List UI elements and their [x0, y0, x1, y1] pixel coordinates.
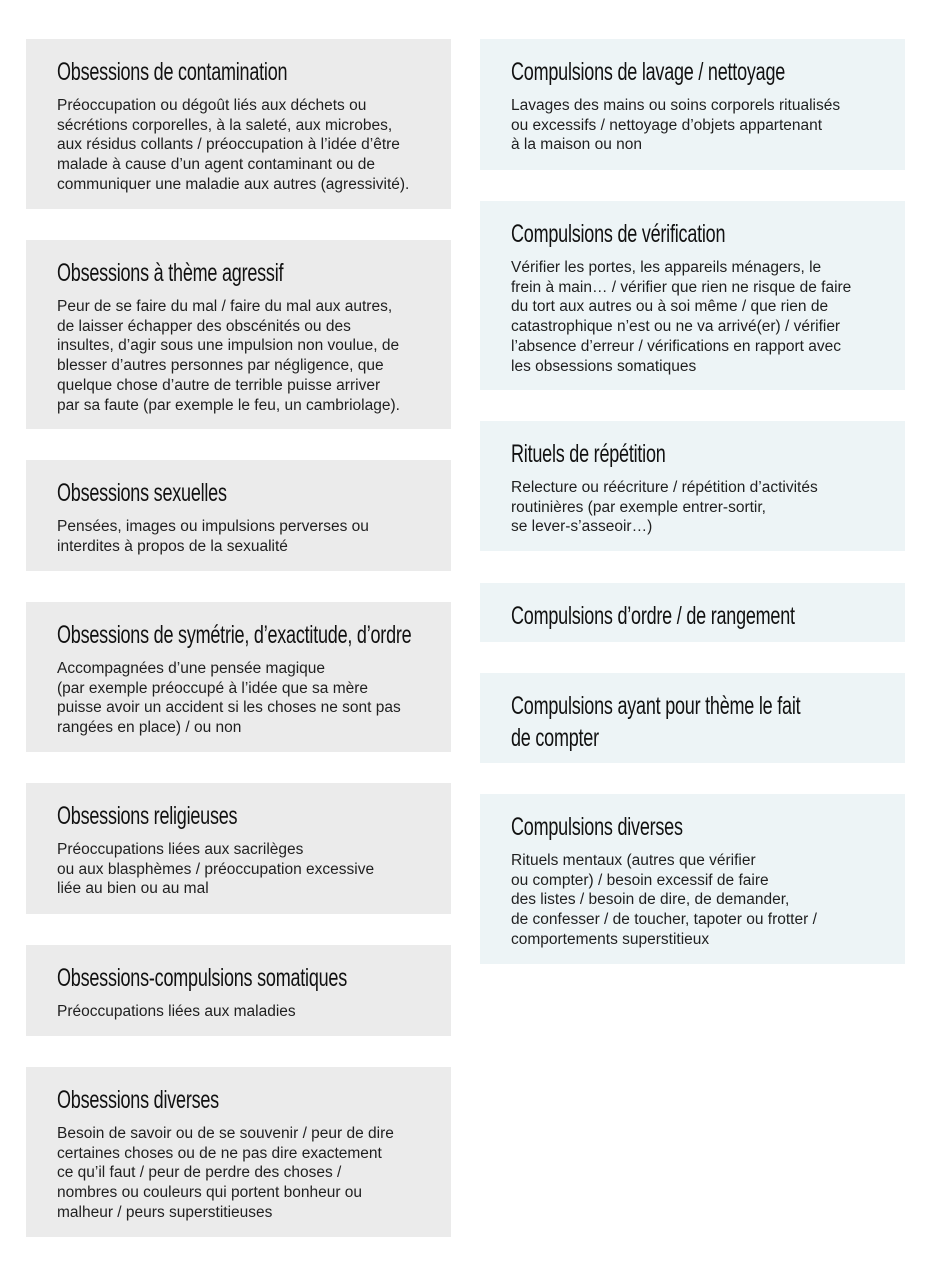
card-title: Compulsions de vérification	[511, 220, 726, 248]
card-compulsions-verification	[480, 201, 905, 390]
card-description: Préoccupation ou dégoût liés aux déchets ou sécrétions corporelles, à la saleté, aux microbes, aux résidus collants / préoccupation à l’idée d’être malade à cause d’un agent contaminant ou de communiquer une maladie aux autres (agressivité).	[57, 97, 410, 193]
card-compulsions-lavage	[480, 39, 905, 170]
card-title: Obsessions de symétrie, d’exactitude, d’ordre	[57, 621, 412, 649]
card-description: Accompagnées d’une pensée magique (par exemple préoccupé à l’idée que sa mère puisse avoir un accident si les choses ne sont pas rangées en place) / ou non	[57, 660, 401, 737]
card-title: Compulsions de lavage / nettoyage	[511, 58, 786, 86]
card-description: Relecture ou réécriture / répétition d’activités routinières (par exemple entrer-sortir, se lever-s’asseoir…)	[511, 479, 818, 536]
card-obsessions-religieuses	[26, 783, 451, 914]
card-description: Lavages des mains ou soins corporels ritualisés ou excessifs / nettoyage d’objets appartenant à la maison ou non	[511, 97, 841, 154]
card-title: Obsessions de contamination	[57, 58, 288, 86]
card-rituels-repetition	[480, 421, 905, 551]
card-obsessions-contamination	[26, 39, 451, 209]
card-obsessions-somatiques	[26, 945, 451, 1036]
card-title: Obsessions sexuelles	[57, 479, 227, 507]
card-obsessions-agressif	[26, 240, 451, 429]
card-title: Compulsions d’ordre / de rangement	[511, 602, 795, 630]
card-title: Compulsions diverses	[511, 813, 683, 841]
card-description: Vérifier les portes, les appareils ménagers, le frein à main… / vérifier que rien ne risque de faire du tort aux autres ou à soi même / que rien de catastrophique n’est ou ne va arrivé(er) / vérifier l’absence d’erreur / vérifications en rapport avec les obsessions somatiques	[511, 259, 852, 375]
card-title: Obsessions-compulsions somatiques	[57, 964, 348, 992]
card-description: Peur de se faire du mal / faire du mal aux autres, de laisser échapper des obscénités ou des insultes, d’agir sous une impulsion non voulue, de blesser d’autres personnes par négligence, que quelque chose d’autre de terrible puisse arriver par sa faute (par exemple le feu, un cambriolage).	[57, 298, 400, 414]
card-obsessions-diverses	[26, 1067, 451, 1237]
card-title: Obsessions diverses	[57, 1086, 219, 1114]
card-description: Rituels mentaux (autres que vérifier ou compter) / besoin excessif de faire des listes / besoin de dire, de demander, de confesser / de toucher, tapoter ou frotter / comportements superstitieux	[511, 852, 817, 948]
card-description: Préoccupations liées aux sacrilèges ou aux blasphèmes / préoccupation excessive liée au bien ou au mal	[57, 841, 375, 898]
card-compulsions-diverses	[480, 794, 905, 964]
card-obsessions-symetrie	[26, 602, 451, 752]
card-obsessions-sexuelles	[26, 460, 451, 571]
card-title: Rituels de répétition	[511, 440, 666, 468]
card-title: Obsessions religieuses	[57, 802, 238, 830]
card-compulsions-ordre	[480, 583, 905, 642]
card-title: Compulsions ayant pour thème le fait de compter	[511, 692, 801, 752]
card-description: Pensées, images ou impulsions perverses ou interdites à propos de la sexualité	[57, 518, 369, 555]
card-description: Préoccupations liées aux maladies	[57, 1003, 296, 1020]
card-title: Obsessions à thème agressif	[57, 259, 284, 287]
card-compulsions-compter	[480, 673, 905, 763]
card-description: Besoin de savoir ou de se souvenir / peur de dire certaines choses ou de ne pas dire exactement ce qu’il faut / peur de perdre des choses / nombres ou couleurs qui portent bonheur ou malheur / peurs superstitieuses	[57, 1125, 394, 1221]
